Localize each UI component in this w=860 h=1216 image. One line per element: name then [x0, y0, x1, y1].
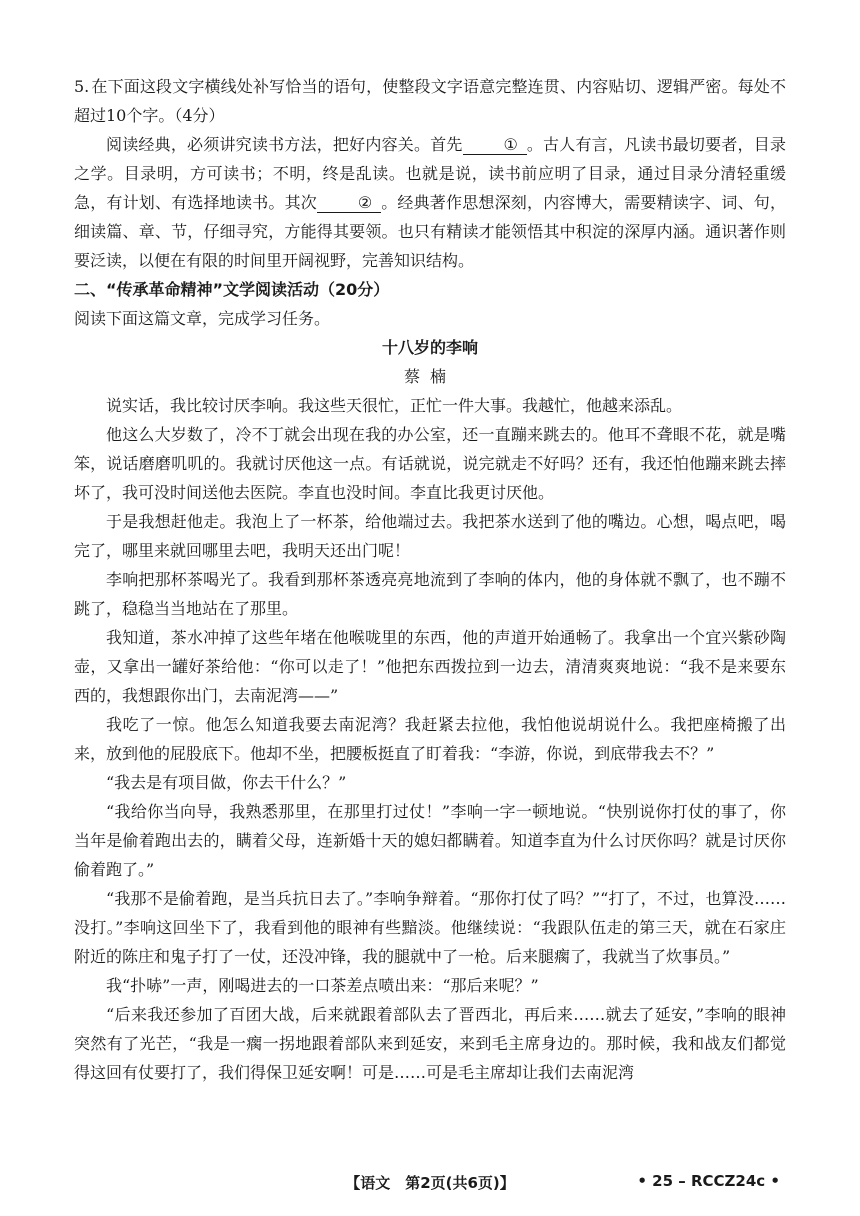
article-title: 十八岁的李响 — [381, 338, 478, 357]
question-5-passage — [74, 130, 786, 275]
article-paragraph: “我给你当向导，我熟悉那里，在那里打过仗！”李响一字一顿地说。“快别说你打仗的事了，你当年是偷着跑出去的，瞒着父母，连新婚十天的媳妇都瞒着。知道李直为什么讨厌你吗？就是讨厌你偷着跑了。” — [74, 802, 786, 879]
article-paragraph: 我知道，茶水冲掉了这些年堵在他喉咙里的东西，他的声道开始通畅了。我拿出一个宜兴紫砂陶壶，又拿出一罐好茶给他：“你可以走了！”他把东西拨拉到一边去，清清爽爽地说：“我不是来要东西的，我想跟你出门，去南泥湾——” — [74, 628, 786, 705]
page-content — [74, 72, 786, 1087]
question-prompt: 在下面这段文字横线处补写恰当的语句，使整段文字语意完整连贯、内容贴切、逻辑严密。每处不超过10个字。（4分） — [74, 77, 786, 125]
passage-part-a: 阅读经典，必须讲究读书方法，把好内容关。首先 — [106, 135, 463, 154]
article-paragraph: “我那不是偷着跑，是当兵抗日去了。”李响争辩着。“那你打仗了吗？”“打了，不过，也算没……没打。”李响这回坐下了，我看到他的眼神有些黯淡。他继续说：“我跟队伍走的第三天，就在石家庄附近的陈庄和鬼子打了一仗，还没冲锋，我的腿就中了一枪。后来腿瘸了，我就当了炊事员。” — [74, 889, 786, 966]
article-paragraph: 于是我想赶他走。我泡上了一杯茶，给他端过去。我把茶水送到了他的嘴边。心想，喝点吧，喝完了，哪里来就回哪里去吧，我明天还出门呢！ — [74, 512, 786, 560]
article-author: 蔡楠 — [403, 367, 456, 386]
article-paragraph: 我“扑哧”一声，刚喝进去的一口茶差点喷出来：“那后来呢？” — [106, 976, 539, 995]
article-paragraph: 李响把那杯茶喝光了。我看到那杯茶透亮亮地流到了李响的体内，他的身体就不飘了，也不蹦不跳了，稳稳当当地站在了那里。 — [74, 570, 786, 618]
answer-blank-2[interactable]: ② — [317, 194, 381, 213]
article-paragraph: “后来我还参加了百团大战，后来就跟着部队去了晋西北，再后来……就去了延安，”李响的眼神突然有了光芒，“我是一瘸一拐地跟着部队来到延安，来到毛主席身边的。那时候，我和战友们都觉得这回有仗要打了，我们得保卫延安啊！可是……可是毛主席却让我们去南泥湾 — [74, 1005, 786, 1082]
passage-part-b: 。古人有言，凡读书最切要者，目录之学。目录明，方可读书；不明，终是乱读。也就是说，读书前应明了目录，通过目录分清轻重缓急，有计划、有选择地读书。其次 — [74, 135, 786, 212]
question-5 — [74, 72, 786, 130]
page-number-label: 【语文 第2页(共6页)】 — [345, 1174, 515, 1192]
passage-part-c: 。经典著作思想深刻，内容博大，需要精读字、词、句，细读篇、章、节，仔细寻究，方能得其要领。也只有精读才能领悟其中积淀的深厚内涵。通识著作则要泛读，以便在有限的时间里开阔视野，完善知识结构。 — [74, 193, 786, 270]
article-paragraph: “我去是有项目做，你去干什么？” — [106, 773, 347, 792]
section-instruction: 阅读下面这篇文章，完成学习任务。 — [74, 309, 331, 328]
article-paragraph: 说实话，我比较讨厌李响。我这些天很忙，正忙一件大事。我越忙，他越来添乱。 — [106, 396, 683, 415]
exam-code: • 25 – RCCZ24c • — [637, 1172, 780, 1190]
question-number: 5. — [74, 77, 90, 96]
article-paragraph: 我吃了一惊。他怎么知道我要去南泥湾？我赶紧去拉他，我怕他说胡说什么。我把座椅搬了出来，放到他的屁股底下。他却不坐，把腰板挺直了盯着我：“李游，你说，到底带我去不？” — [74, 715, 786, 763]
article-paragraph: 他这么大岁数了，冷不丁就会出现在我的办公室，还一直蹦来跳去的。他耳不聋眼不花，就是嘴笨，说话磨磨叽叽的。我就讨厌他这一点。有话就说，说完就走不好吗？还有，我还怕他蹦来跳去摔坏了，我可没时间送他去医院。李直也没时间。李直比我更讨厌他。 — [74, 425, 786, 502]
answer-blank-1[interactable]: ① — [463, 136, 527, 155]
section-heading: 二、“传承革命精神”文学阅读活动（20分） — [74, 280, 390, 299]
